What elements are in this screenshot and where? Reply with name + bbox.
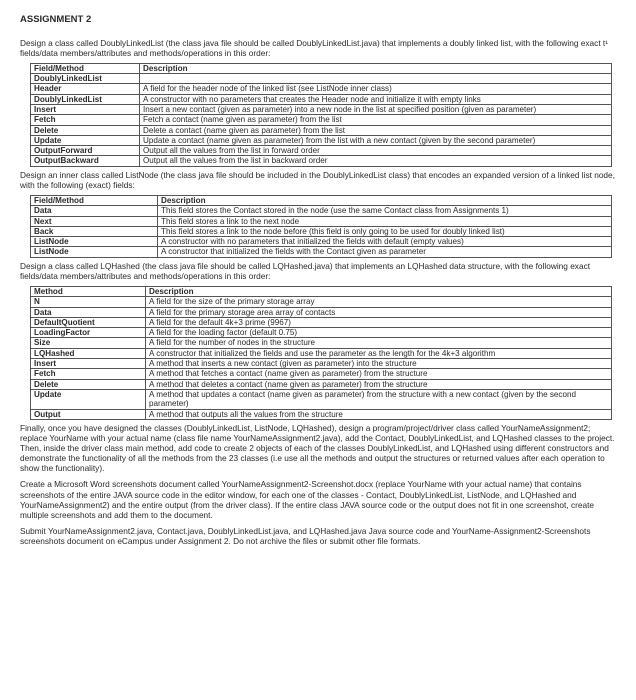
- header-field: Field/Method: [31, 195, 158, 205]
- table-row: [31, 206, 612, 216]
- doubly-linked-list-table: [30, 63, 612, 167]
- row-description: A constructor with no parameters that initialized the fields with default (empty values): [158, 237, 612, 247]
- table-row: [31, 409, 612, 419]
- row-field: LQHashed: [31, 348, 146, 358]
- lqhashed-intro: Design a class called LQHashed (the class java file should be called LQHashed.java) that implements an LQHashed data structure, with the following exact fields/data members/attributes and methods/operations in this order:: [20, 260, 591, 281]
- row-field: LoadingFactor: [31, 328, 146, 338]
- page-title: ASSIGNMENT 2: [20, 14, 92, 25]
- list-node-intro: Design an inner class called ListNode (the class java file should be included in the DoublyLinkedList class) that encodes an expanded version of a linked list node, with the following (exact) fields:: [20, 169, 615, 190]
- table-row: [31, 94, 612, 104]
- row-field: Update: [31, 389, 146, 409]
- table-header-row: [31, 63, 612, 73]
- table-row: [31, 379, 612, 389]
- row-field: Insert: [31, 104, 140, 114]
- row-field: DefaultQuotient: [31, 317, 146, 327]
- row-description: [140, 74, 612, 84]
- row-field: Delete: [31, 125, 140, 135]
- table-row: [31, 146, 612, 156]
- row-description: Delete a contact (name given as parameter) from the list: [140, 125, 612, 135]
- row-field: Header: [31, 84, 140, 94]
- table-row: [31, 348, 612, 358]
- row-description: A field for the primary storage area array of contacts: [146, 307, 612, 317]
- submit-paragraph: Submit YourNameAssignment2.java, Contact.java, DoublyLinkedList.java, and LQHashed.java Java source code and YourName-Assignment2-Screenshots screenshots document on eCampus under Assignment 2. Do not archive the files or submit other file formats.: [20, 525, 591, 546]
- table-header-row: [31, 286, 612, 296]
- row-description: A method that outputs all the values from the structure: [146, 409, 612, 419]
- table-row: [31, 84, 612, 94]
- table-row: [31, 247, 612, 257]
- table-header-row: [31, 195, 612, 205]
- row-field: Data: [31, 307, 146, 317]
- row-description: A field for the number of nodes in the structure: [146, 338, 612, 348]
- table-row: [31, 156, 612, 166]
- table-row: [31, 369, 612, 379]
- row-field: Fetch: [31, 115, 140, 125]
- screenshot-doc-paragraph: Create a Microsoft Word screenshots document called YourNameAssignment2-Screenshot.docx (replace YourName with your actual name) that contains screenshots of the entire JAVA source code in the editor window, for each one of the classes - Contact, DoublyLinkedList, ListNode, and LQHashed and YourNameAssignment2) and the entire output (from the driver class). If the entire class JAVA source code or the output does not fit in one screenshot, create multiple screenshots and add them to the document.: [20, 479, 595, 520]
- table-row: [31, 328, 612, 338]
- table-row: [31, 135, 612, 145]
- table-row: [31, 237, 612, 247]
- row-description: This field stores a link to the node before (this field is only going to be used for doubly linked list): [158, 226, 612, 236]
- doubly-linked-list-intro: Design a class called DoublyLinkedList (the class java file should be called DoublyLinkedList.java) that implements a doubly linked list, with the following exact t¹ fields/data members/attributes and methods/operations in this order:: [20, 37, 609, 58]
- table-row: [31, 297, 612, 307]
- row-description: A method that updates a contact (name given as parameter) from the structure with a new contact (given by the second parameter): [146, 389, 612, 409]
- row-description: A method that fetches a contact (name given as parameter) from the structure: [146, 369, 612, 379]
- finally-paragraph: Finally, once you have designed the classes (DoublyLinkedList, ListNode, LQHashed), design a program/project/driver class called YourNameAssignment2; replace YourName with your actual name (class file name YourNameAssignment2.java), add the Contact, DoublyLinkedList, and LQHashed classes to the project. Then, inside the driver class main method, add code to create 2 objects of each of the classes DoublyLinkedList, and LQHashed using different constructors and demonstrate the functionality of all the methods from the 23 classes (i.e use all the methods and output the structures or returned values after each operation to show the functionality).: [20, 422, 615, 474]
- row-field: Data: [31, 206, 158, 216]
- row-field: OutputForward: [31, 146, 140, 156]
- table-row: [31, 74, 612, 84]
- row-field: Fetch: [31, 369, 146, 379]
- row-description: Update a contact (name given as parameter) from the list with a new contact (given by the second parameter): [140, 135, 612, 145]
- row-field: Back: [31, 226, 158, 236]
- row-description: Fetch a contact (name given as parameter) from the list: [140, 115, 612, 125]
- row-field: OutputBackward: [31, 156, 140, 166]
- row-field: ListNode: [31, 247, 158, 257]
- row-description: This field stores a link to the next node: [158, 216, 612, 226]
- table-row: [31, 338, 612, 348]
- table-row: [31, 226, 612, 236]
- header-field: Field/Method: [31, 63, 140, 73]
- row-field: DoublyLinkedList: [31, 94, 140, 104]
- table-row: [31, 307, 612, 317]
- row-field: DoublyLinkedList: [31, 74, 140, 84]
- header-description: Description: [146, 286, 612, 296]
- row-field: N: [31, 297, 146, 307]
- row-description: A field for the loading factor (default 0.75): [146, 328, 612, 338]
- row-field: Next: [31, 216, 158, 226]
- row-description: Output all the values from the list in backward order: [140, 156, 612, 166]
- table-row: [31, 359, 612, 369]
- row-description: A field for the default 4k+3 prime (9967): [146, 317, 612, 327]
- row-field: Output: [31, 409, 146, 419]
- row-description: Insert a new contact (given as parameter) into a new node in the list at specified position (given as parameter): [140, 104, 612, 114]
- row-description: A constructor with no parameters that creates the Header node and initialize it with empty links: [140, 94, 612, 104]
- table-row: [31, 317, 612, 327]
- header-field: Method: [31, 286, 146, 296]
- row-field: ListNode: [31, 237, 158, 247]
- row-field: Size: [31, 338, 146, 348]
- row-description: A method that deletes a contact (name given as parameter) from the structure: [146, 379, 612, 389]
- table-row: [31, 125, 612, 135]
- row-description: This field stores the Contact stored in the node (use the same Contact class from Assignments 1): [158, 206, 612, 216]
- row-description: A field for the header node of the linked list (see ListNode inner class): [140, 84, 612, 94]
- row-description: A constructor that initialized the fields and use the parameter as the length for the 4k+3 algorithm: [146, 348, 612, 358]
- row-field: Update: [31, 135, 140, 145]
- row-description: A field for the size of the primary storage array: [146, 297, 612, 307]
- row-field: Insert: [31, 359, 146, 369]
- table-row: [31, 216, 612, 226]
- table-row: [31, 104, 612, 114]
- row-field: Delete: [31, 379, 146, 389]
- table-row: [31, 389, 612, 409]
- header-description: Description: [140, 63, 612, 73]
- table-row: [31, 115, 612, 125]
- row-description: A method that inserts a new contact (given as parameter) into the structure: [146, 359, 612, 369]
- list-node-table: [30, 195, 612, 258]
- header-description: Description: [158, 195, 612, 205]
- row-description: Output all the values from the list in forward order: [140, 146, 612, 156]
- row-description: A constructor that initialized the fields with the Contact given as parameter: [158, 247, 612, 257]
- lqhashed-table: [30, 286, 612, 420]
